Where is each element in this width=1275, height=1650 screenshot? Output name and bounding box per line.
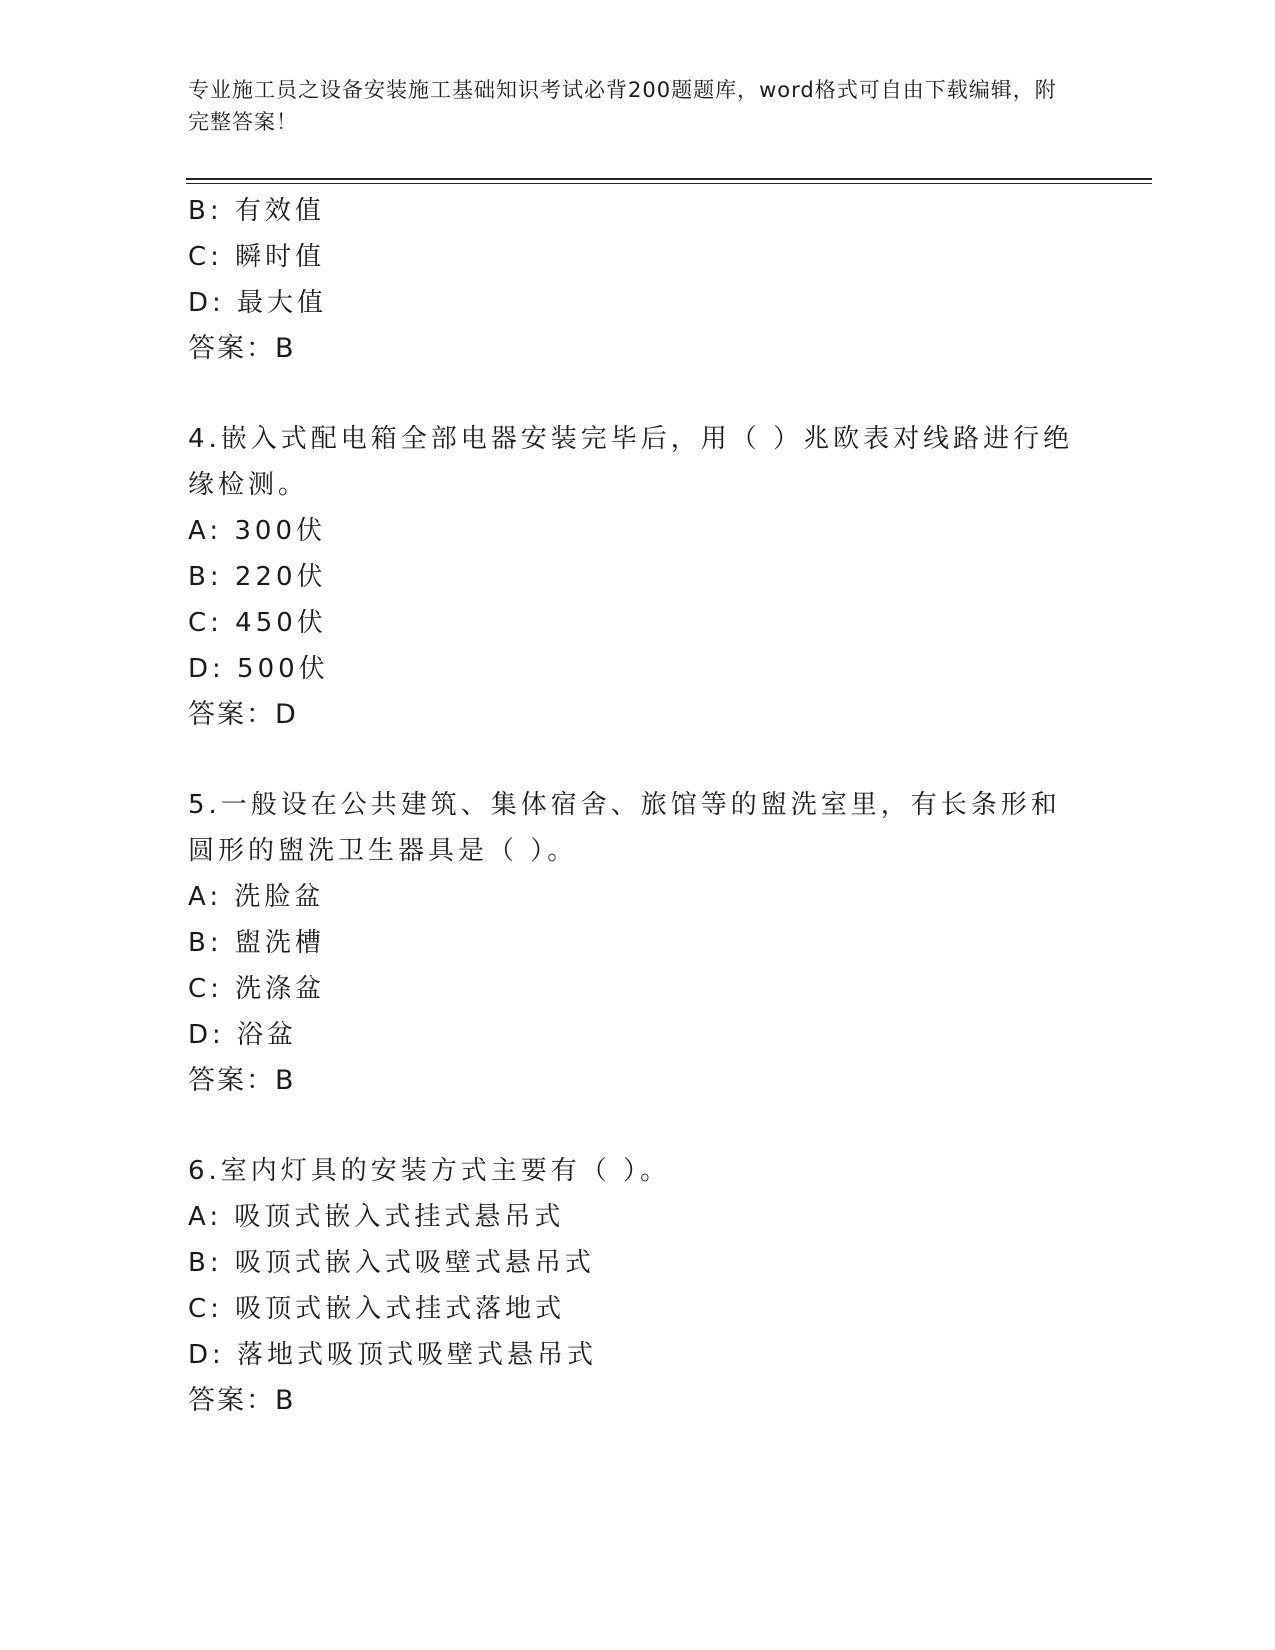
question-stem: 6.室内灯具的安装方式主要有（ ）。: [188, 1156, 671, 1186]
option-d: D: 浴盆: [188, 1020, 298, 1050]
answer-line: 答案：D: [188, 699, 298, 730]
option-a: A: 吸顶式嵌入式挂式悬吊式: [188, 1202, 565, 1232]
option-b: B: 220伏: [188, 562, 327, 592]
option-d: D: 500伏: [188, 654, 329, 684]
header-rule-thin: [186, 183, 1152, 184]
document-header: 专业施工员之设备安装施工基础知识考试必背200题题库，word格式可自由下载编辑，附完整答案！: [188, 78, 1057, 134]
option-c: C: 吸顶式嵌入式挂式落地式: [188, 1294, 566, 1324]
option-a: A: 洗脸盆: [188, 882, 325, 912]
option-b: B: 盥洗槽: [188, 928, 325, 958]
question-fragment: [188, 188, 1088, 372]
option-c: C: 洗涤盆: [188, 974, 326, 1004]
answer-line: 答案：B: [188, 333, 296, 364]
option-d: D: 最大值: [188, 288, 328, 318]
header-rule-thick: [186, 178, 1152, 180]
answer-line: 答案：B: [188, 1385, 296, 1416]
question-4: [188, 416, 1088, 738]
option-a: A: 300伏: [188, 516, 326, 546]
option-b: B: 吸顶式嵌入式吸壁式悬吊式: [188, 1248, 595, 1278]
question-6: [188, 1148, 1088, 1424]
question-stem: 5.一般设在公共建筑、集体宿舍、旅馆等的盥洗室里，有长条形和圆形的盥洗卫生器具是（ ）。: [188, 790, 1061, 866]
question-stem: 4.嵌入式配电箱全部电器安装完毕后，用（ ）兆欧表对线路进行绝缘检测。: [188, 424, 1074, 500]
option-d: D: 落地式吸顶式吸壁式悬吊式: [188, 1340, 598, 1370]
question-5: [188, 782, 1088, 1104]
answer-line: 答案：B: [188, 1065, 296, 1096]
option-c: C: 450伏: [188, 608, 327, 638]
option-c: C: 瞬时值: [188, 242, 326, 272]
option-b: B: 有效值: [188, 196, 325, 226]
question-list: [188, 188, 1088, 1424]
